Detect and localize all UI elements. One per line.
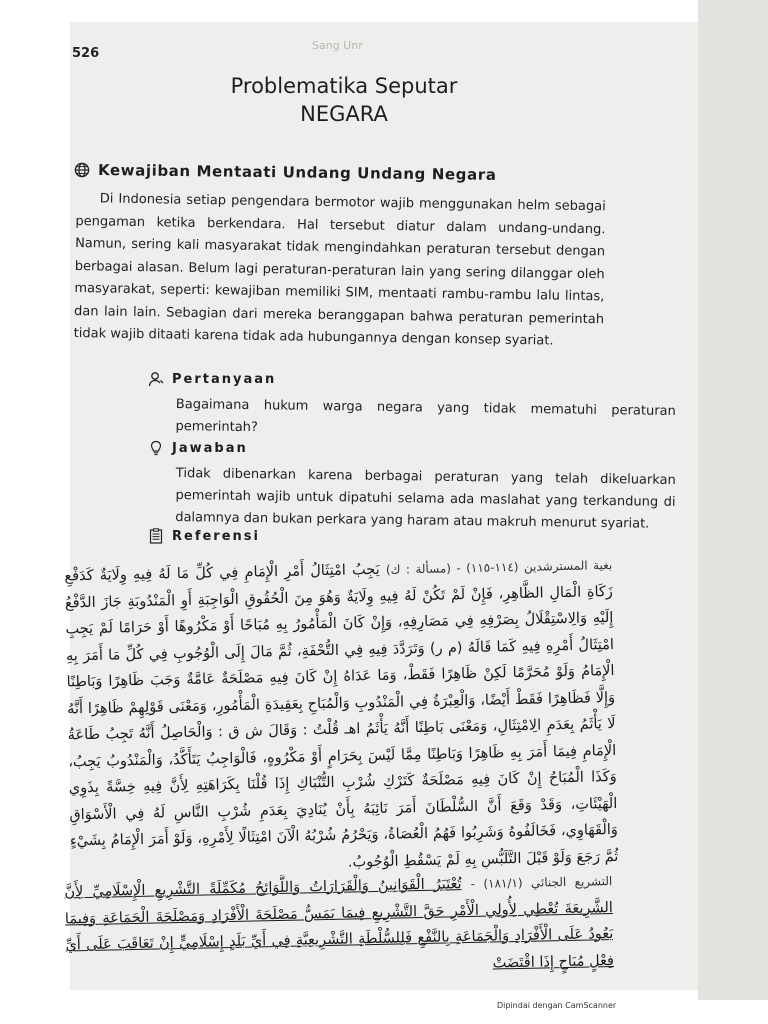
intro-paragraph: Di Indonesia setiap pengendara bermotor wajib menggunakan helm sebagai pengaman ketika berkendara. Hal tersebut diatur dalam undang-undang. Namun, sering kali masyarakat tidak mengindahkan peraturan tersebut dengan berbagai alasan. Belum lagi peraturan-peraturan lain yang sering dilanggar oleh masyarakat, seperti: kewajiban memiliki SIM, mentaati rambu-rambu lalu lintas, dan lain lain. Sebagian dari mereka beranggapan bahwa peraturan pemerintah tidak wajib ditaati karena tidak ada hubungannya dengan konsep syariat.: [73, 191, 606, 349]
chapter-title-line1: Problematika Seputar: [230, 74, 458, 98]
globe-icon: [74, 162, 90, 178]
running-head: Sang Unr: [312, 39, 363, 52]
question-heading: [148, 371, 276, 387]
arabic-quote-1-source: بغية المسترشدين (١١٤-١١٥) - (مسألة : ك): [385, 557, 613, 577]
answer-heading: [148, 440, 248, 456]
person-question-icon: [148, 371, 164, 387]
arabic-quote-2-source: التشريع الجنائي (١٨١/١) -: [470, 873, 613, 891]
scan-background-right: [698, 0, 768, 1000]
question-label: Pertanyaan: [172, 371, 277, 387]
section-heading: [74, 161, 497, 184]
scanner-watermark: Dipindai dengan CamScanner: [497, 1001, 617, 1010]
arabic-quote-2: [64, 868, 614, 989]
reference-label: Referensi: [172, 528, 260, 544]
arabic-quote-2-text: تُعْتَبَرُ الْقَوَانِينُ وَالْقَرَارَاتُ وَاللَّوَائِحُ مُكَمِّلَةً التَّشْرِيعِ الْإِسْلَامِيِّ لِأَنَّ الشَّرِيعَةَ تُعْطِي لِأُولِي الْأَمْرِ حَقَّ التَّشْرِيعِ فِيمَا يَمَسُّ مَصْلَحَةَ الْأَفْرَادِ وَمَصْلَحَةَ الْجَمَاعَةِ وَفِيمَا يَعُودُ عَلَى الْأَفْرَادِ وَالْجَمَاعَةِ بِالنَّفْعِ فَلِلسُّلْطَةِ التَّشْرِيعِيَّةِ فِي أَيِّ بَلَدٍ إِسْلَامِيٍّ إِنْ تَعَاقَبَ عَلَى أَيِّ فِعْلٍ مُبَاحٍ إِذَا اقْتَضَتْ: [64, 876, 615, 972]
arabic-quote-1: [64, 552, 618, 877]
answer-text: Tidak dibenarkan karena berbagai peraturan yang telah dikeluarkan pemerintah wajib untuk dipatuhi selama ada maslahat yang terkandung di dalamnya dan bukan perkara yang haram atau makruh menurut syariat.: [175, 465, 676, 532]
answer-label: Jawaban: [172, 440, 248, 456]
document-icon: [148, 528, 164, 544]
question-text: Bagaimana hukum warga negara yang tidak mematuhi peraturan pemerintah?: [175, 396, 676, 436]
chapter-title-line2: NEGARA: [300, 102, 388, 126]
arabic-quote-1-text: يَجِبُ امْتِثَالُ أَمْرِ الْإِمَامِ فِي كُلِّ مَا لَهُ فِيهِ وِلَايَةٌ كَدَفْعِ زَكَاةِ الْمَالِ الظَّاهِرِ، فَإِنْ لَمْ تَكُنْ لَهُ فِيهِ وِلَايَةٌ وَهُوَ مِنَ الْحُقُوقِ الْوَاجِبَةِ أَوِ الْمَنْدُوبَةِ جَازَ الدَّفْعُ إِلَيْهِ وَالِاسْتِقْلَالُ بِصَرْفِهِ فِي مَصَارِفِهِ، وَإِنْ كَانَ الْمَأْمُورُ بِهِ مُبَاحًا أَوْ مَكْرُوهًا أَوْ حَرَامًا لَمْ يَجِبِ امْتِثَالُ أَمْرِهِ فِيهِ كَمَا قَالَهُ (م ر) وَتَرَدَّدَ فِيهِ فِي التُّحْفَةِ، ثُمَّ مَالَ إِلَى الْوُجُوبِ فِي كُلِّ مَا أَمَرَ بِهِ الْإِمَامُ وَلَوْ مُحَرَّمًا لَكِنْ ظَاهِرًا فَقَطْ، وَمَا عَدَاهُ إِنْ كَانَ فِيهِ مَصْلَحَةٌ عَامَّةٌ وَجَبَ ظَاهِرًا وَبَاطِنًا وَإِلَّا فَظَاهِرًا فَقَطْ أَيْضًا، وَالْعِبْرَةُ فِي الْمَنْدُوبِ وَالْمُبَاحِ بِعَقِيدَةِ الْمَأْمُورِ، وَمَعْنَى قَوْلِهِمْ ظَاهِرًا أَنَّهُ لَا يَأْثَمُ بِعَدَمِ الِامْتِثَالِ، وَمَعْنَى بَاطِنًا أَنَّهُ يَأْثَمُ اهـ قُلْتُ : وَقَالَ ش ق : وَالْحَاصِلُ أَنَّهُ تَجِبُ طَاعَةُ الْإِمَامِ فِيمَا أَمَرَ بِهِ ظَاهِرًا وَبَاطِنًا مِمَّا لَيْسَ بِحَرَامٍ أَوْ مَكْرُوهٍ، فَالْوَاجِبُ يَتَأَكَّدُ، وَالْمَنْدُوبُ يَجِبُ، وَكَذَا الْمُبَاحُ إِنْ كَانَ فِيهِ مَصْلَحَةٌ كَتَرْكِ شُرْبِ التُّنْبَاكِ إِذَا قُلْنَا بِكَرَاهَتِهِ لِأَنَّ فِيهِ خِسَّةً بِذَوِي الْهَيْئَاتِ، وَقَدْ وَقَعَ أَنَّ السُّلْطَانَ أَمَرَ نَائِبَهُ بِأَنْ يُنَادِيَ بِعَدَمِ شُرْبِ النَّاسِ لَهُ فِي الْأَسْوَاقِ وَالْقَهَاوِي، فَخَالَفُوهُ وَشَرِبُوا فَهُمُ الْعُصَاةُ، وَيَحْرُمُ شُرْبُهُ الْآنَ امْتِثَالًا لِأَمْرِهِ، وَلَوْ أَمَرَ الْإِمَامُ بِشَيْءٍ ثُمَّ رَجَعَ وَلَوْ قَبْلَ التَّلَبُّسِ بِهِ لَمْ يَسْقُطِ الْوُجُوبُ.: [64, 561, 619, 871]
page-number: 526: [72, 46, 100, 61]
scan-background-left: [0, 0, 70, 1000]
lightbulb-icon: [148, 440, 164, 456]
reference-heading: [148, 528, 260, 544]
section-title: Kewajiban Mentaati Undang Undang Negara: [97, 161, 497, 184]
